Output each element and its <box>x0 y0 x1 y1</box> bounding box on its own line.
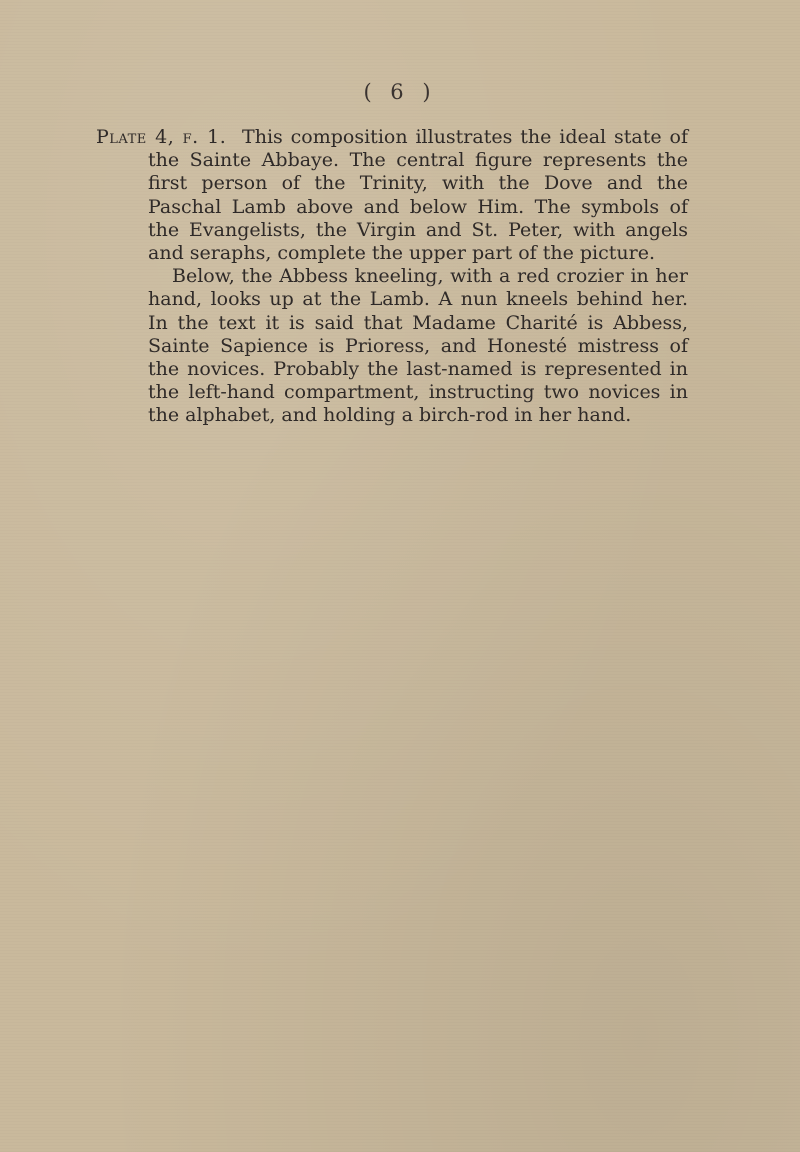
plate-label: Plate 4, f. 1. <box>96 126 227 148</box>
plate-text-1: This composition illustrates the ideal state of the Sainte Abbaye. The central figure represents the first person of the Trinity, with the Dove and the Paschal Lamb above and below Him. The symbols of the Evangelists, the Virgin and St. Peter, with angels and seraphs, complete the upper part of the picture. <box>148 126 688 265</box>
page-number: ( 6 ) <box>363 80 437 104</box>
plate-paragraph-2: Below, the Abbess kneeling, with a red crozier in her hand, looks up at the Lamb. A nun kneels behind her. In the text it is said that Madame Charité is Abbess, Sainte Sapience is Prioress, and Honesté mistress of the novices. Probably the last-named is represented in the left-hand compartment, instructing two novices in the alphabet, and holding a birch-rod in her hand. <box>148 265 688 427</box>
plate-description <box>96 126 688 428</box>
plate-paragraph-1 <box>96 126 688 265</box>
